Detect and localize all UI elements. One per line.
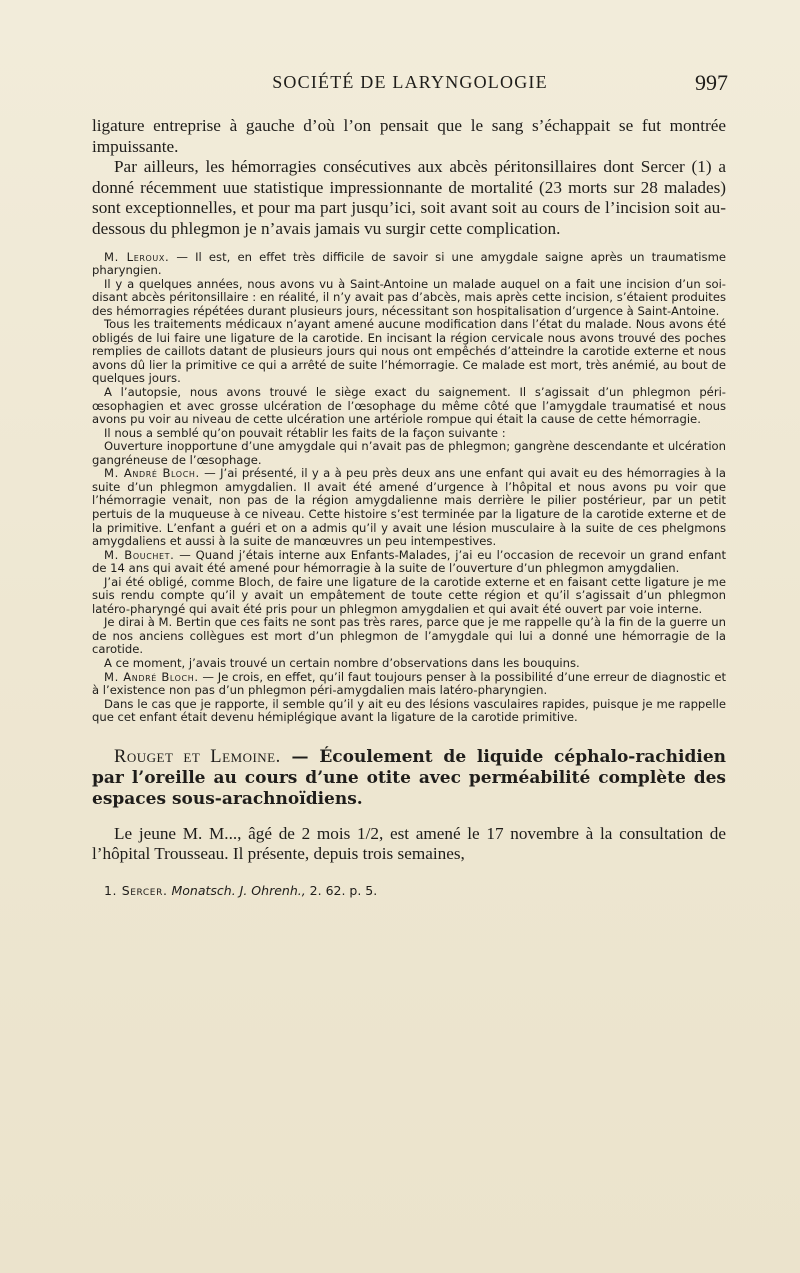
discussion-paragraph: Il nous a semblé qu’on pouvait rétablir les faits de la façon suivante : <box>104 425 506 440</box>
section-body <box>92 824 726 865</box>
paragraph: ligature entreprise à gauche d’où l’on pensait que le sang s’échappait se fut montrée impuissante. <box>92 116 726 156</box>
speaker-name: M. André Bloch. <box>104 466 200 481</box>
discussion-paragraph: M. Leroux. — Il est, en effet très difficile de savoir si une amygdale saigne après un traumatisme pharyngien. <box>92 249 726 278</box>
page-content <box>92 116 726 899</box>
discussion-paragraph: A ce moment, j’avais trouvé un certain nombre d’observations dans les bouquins. <box>104 655 580 670</box>
main-text <box>92 116 726 240</box>
paragraph: Le jeune M. M..., âgé de 2 mois 1/2, est amené le 17 novembre à la consultation de l’hôpital Trousseau. Il présente, depuis trois semaines, <box>92 823 726 864</box>
footnote-author: 1. Sercer. <box>104 882 168 898</box>
discussion-paragraph: Dans le cas que je rapporte, il semble qu’il y ait eu des lésions vasculaires rapides, puisque je me rappelle que cet enfant était devenu hémiplégique avant la ligature de la carotide primitive. <box>92 696 726 725</box>
section-heading <box>92 747 726 810</box>
paragraph: Par ailleurs, les hémorragies consécutives aux abcès péritonsillaires dont Sercer (1) a donné récemment uue statistique impressionnante de mortalité (23 morts sur 28 malades) sont exceptionnelles, et pour ma part jusqu’ici, soit avant soit au cours de l’incision soit au-dessous du phlegmon je n’avais jamais vu surgir cette complication. <box>92 157 726 238</box>
section-authors: Rouget et Lemoine. <box>114 746 281 767</box>
discussion-paragraph: M. André Bloch. — J’ai présenté, il y a à peu près deux ans une enfant qui avait eu des hémorragies à la suite d’un phlegmon amygdalien. Il avait été amené d’urgence à l’hôpital et nous avons pu voir que l’hémorragie venait, non pas de la région amygdalienne mais derrière le pilier postérieur, par un petit pertuis de la muqueuse à ce niveau. Cette histoire s’est terminée par la ligature de la carotide externe et de la primitive. L’enfant a guéri et on a admis qu’il y avait une lésion musculaire à la suite de ces phelgmons amygdaliens et aussi à la suite de manœuvres un peu intempestives. <box>92 466 726 549</box>
discussion <box>92 251 726 725</box>
discussion-paragraph: A l’autopsie, nous avons trouvé le siège exact du saignement. Il s’agissait d’un phlegmon péri-œsophagien et avec grosse ulcération de l’œsophage du même côté que l’amygdale traumatisé et nous avons pu voir au niveau de cette ulcération une artériole rompue qui était la cause de cette hémorragie. <box>92 385 726 427</box>
page-number: 997 <box>695 70 728 95</box>
discussion-paragraph: Ouverture inopportune d’une amygdale qui n’avait pas de phlegmon; gangrène descendante et ulcération gangréneuse de l’œsophage. <box>92 439 726 467</box>
page-header <box>92 72 728 100</box>
discussion-paragraph: Il y a quelques années, nous avons vu à Saint-Antoine un malade auquel on a fait une incision d’un soi-disant abcès péritonsillaire : en réalité, il n’y avait pas d’abcès, mais après cette incision, s’étaient produites des hémorragies répétées durant plusieurs jours, nécessitant son hospitalisation d’urgence à Saint-Antoine. <box>92 276 726 318</box>
speaker-name: M. André Bloch. <box>104 669 199 684</box>
footnote-reference: 2. 62. p. 5. <box>305 882 378 898</box>
discussion-paragraph: Tous les traitements médicaux n’ayant amené aucune modification dans l’état du malade. Nous avons été obligés de lui faire une ligature de la carotide. En incisant la région cervicale nous avons trouvé des poches remplies de caillots datant de plusieurs jours qui nous ont empêchés d’atteindre la carotide externe et nous avons dû lier la primitive ce qui a arrêté de suite l’hémorragie. Ce malade est mort, très anémié, au bout de quelques jours. <box>92 317 726 386</box>
discussion-paragraph: Je dirai à M. Bertin que ces faits ne sont pas très rares, parce que je me rappelle qu’à la fin de la guerre un de nos anciens collègues est mort d’un phlegmon de l’amygdale qui lui a donné une hémorragie de la carotide. <box>92 615 726 657</box>
footnote-journal: Monatsch. J. Ohrenh., <box>167 882 306 898</box>
footnote <box>92 883 726 899</box>
article-section <box>92 747 726 865</box>
speaker-name: M. Leroux. <box>104 249 170 264</box>
section-title: — Écoulement de liquide céphalo-rachidien par l’oreille au cours d’une otite avec perméabilité complète des espaces sous-arachnoïdiens. <box>92 746 726 809</box>
discussion-paragraph: M. Bouchet. — Quand j’étais interne aux Enfants-Malades, j’ai eu l’occasion de recevoir un grand enfant de 14 ans qui avait été amené pour hémorragie à la suite de l’ouverture d’un phlegmon amygdalien. <box>92 547 726 576</box>
discussion-paragraph: M. André Bloch. — Je crois, en effet, qu’il faut toujours penser à la possibilité d’une erreur de diagnostic et à l’existence non pas d’un phlegmon péri-amygdalien mais latéro-pharyngien. <box>92 669 726 698</box>
running-title: SOCIÉTÉ DE LARYNGOLOGIE <box>272 72 548 92</box>
discussion-paragraph: J’ai été obligé, comme Bloch, de faire une ligature de la carotide externe et en faisant cette ligature je me suis rendu compte qu’il y avait un empâtement de toute cette région et qu’il s’agissait d’un phlegmon latéro-pharyngé qui avait été pris pour un phlegmon amygdalien et qui avait été ouvert par voie interne. <box>92 574 726 616</box>
speaker-name: M. Bouchet. <box>104 547 175 562</box>
